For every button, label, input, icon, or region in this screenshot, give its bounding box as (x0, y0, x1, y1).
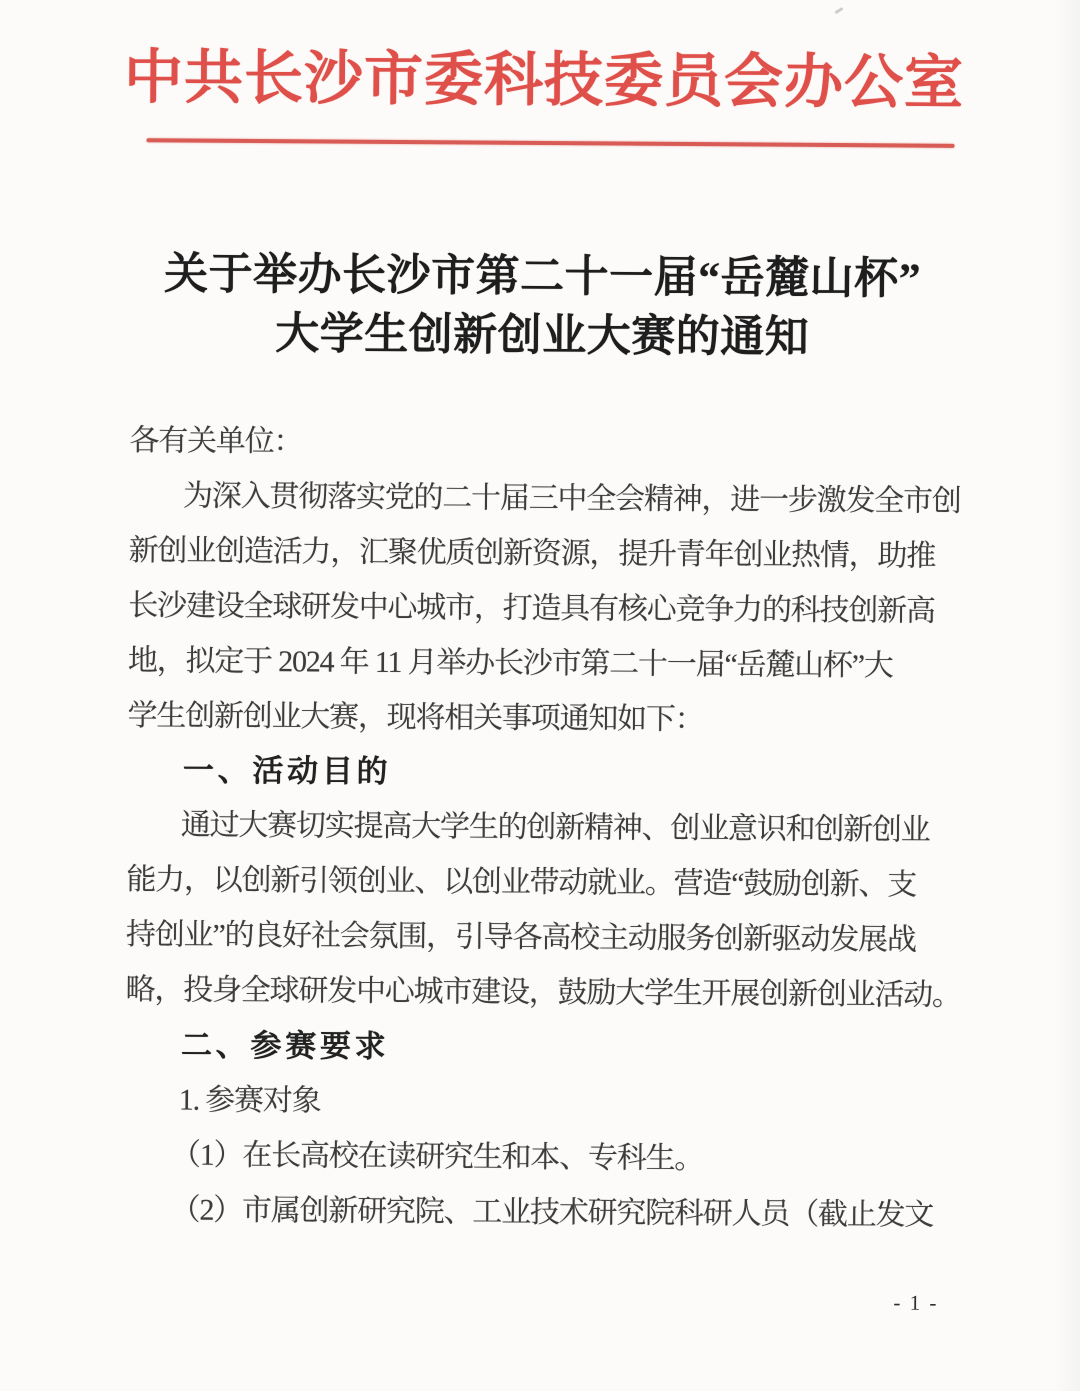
body-line: 新创业创造活力，汇聚优质创新资源，提升青年创业热情，助推 (128, 533, 936, 573)
document-body (124, 414, 970, 1243)
body-line: 略，投身全球研发中心城市建设，鼓励大学生开展创新创业活动。 (125, 973, 961, 1013)
body-line: 能力，以创新引领创业、以创业带动就业。营造“鼓励创新、支 (126, 863, 917, 902)
body-line: 地，拟定于 2024 年 11 月举办长沙市第二十一届“岳麓山杯”大 (127, 643, 893, 683)
body-line: 为深入贯彻落实党的二十届三中全会精神，进一步激发全市创 (182, 479, 961, 518)
section-heading: 二、参赛要求 (180, 1027, 390, 1064)
document-title-line-2: 大学生创新创业大赛的通知 (275, 309, 810, 362)
letterhead-org-name: 中共长沙市委科技委员会办公室 (123, 44, 965, 116)
body-lines (124, 469, 969, 1244)
body-line: 通过大赛切实提高大学生的创新精神、创业意识和创新创业 (180, 808, 930, 848)
body-line: （2）市属创新研究院、工业技术研究院科研人员（截止发文 (170, 1193, 934, 1232)
body-line: （1）在长高校在读研究生和本、专科生。 (170, 1138, 704, 1175)
section-heading: 一、活动目的 (182, 752, 392, 790)
body-line: 学生创新创业大赛，现将相关事项通知如下： (127, 698, 704, 736)
scan-artifact (834, 7, 843, 14)
document-title-line-1: 关于举办长沙市第二十一届“岳麓山杯” (163, 249, 922, 304)
page-number: - 1 - (893, 1290, 939, 1315)
document-title (2, 243, 1080, 369)
body-line: 1. 参赛对象 (178, 1083, 321, 1118)
body-line: 持创业”的良好社会氛围，引导各高校主动服务创新驱动发展战 (125, 918, 916, 957)
body-line: 长沙建设全球研发中心城市，打造具有核心竞争力的科技创新高 (128, 588, 935, 628)
letterhead-rule (147, 138, 955, 148)
salutation: 各有关单位： (129, 424, 303, 459)
